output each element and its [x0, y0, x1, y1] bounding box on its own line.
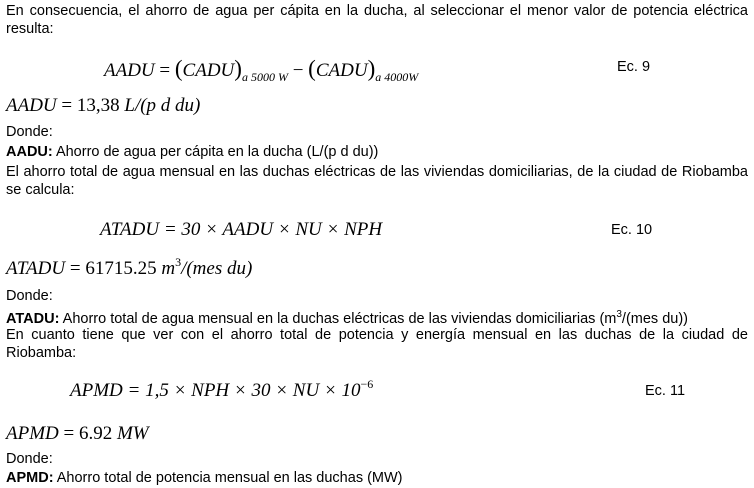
- eq9-cadu-2: CADU: [315, 60, 368, 81]
- paragraph-2: El ahorro total de agua mensual en las duchas eléctricas de las viviendas domiciliarias, de la ciudad de Riobamba se calcula:: [6, 164, 748, 198]
- definition-atadu-text-end: /(mes du)): [621, 310, 688, 327]
- equation-10: [100, 219, 382, 241]
- definition-apmd-term: APMD:: [6, 470, 54, 486]
- equation-11-number: Ec. 11: [645, 383, 686, 399]
- definition-aadu: [6, 143, 748, 161]
- eq10-rhs: = 30 × AADU × NU × NPH: [163, 219, 383, 240]
- result-10: [6, 255, 253, 280]
- eq11-lhs: APMD: [70, 380, 123, 401]
- eq10-lhs: ATADU: [100, 219, 160, 240]
- eq9-minus: −: [292, 60, 304, 81]
- definition-apmd: [6, 469, 748, 487]
- result11-var: APMD: [6, 423, 59, 444]
- definition-aadu-text: Ahorro de agua per cápita en la ducha (L/(p d du)): [52, 144, 379, 160]
- result9-value: 13,38: [76, 95, 120, 116]
- result-11: [6, 423, 149, 445]
- result10-unit: m: [161, 258, 176, 279]
- eq9-paren-close-2: ): [367, 56, 376, 81]
- definition-apmd-text: Ahorro total de potencia mensual en las duchas (MW): [53, 470, 403, 486]
- result10-unit-sup: 3: [175, 255, 182, 269]
- eq9-cadu-1: CADU: [182, 60, 235, 81]
- eq9-paren-open: (: [174, 56, 183, 81]
- result11-unit: MW: [116, 423, 149, 444]
- definition-atadu-sup: 3: [616, 309, 622, 320]
- result10-equals: =: [69, 258, 81, 279]
- result11-equals: =: [63, 423, 75, 444]
- eq9-paren-open-2: (: [308, 56, 316, 81]
- eq9-equals: =: [159, 60, 171, 81]
- definition-atadu-text: Ahorro total de agua mensual en la duchas eléctricas de las viviendas domiciliarias (m: [59, 310, 617, 327]
- result-9: [6, 95, 200, 117]
- result10-var: ATADU: [6, 258, 66, 279]
- result10-value: 61715.25: [85, 258, 157, 279]
- definition-aadu-term: AADU:: [6, 144, 53, 160]
- equation-9-number: Ec. 9: [617, 59, 651, 75]
- result10-unit-rest: /(mes du): [181, 258, 253, 279]
- intro-paragraph: En consecuencia, el ahorro de agua per cápita en la ducha, al seleccionar el menor valor de potencia eléctrica resulta:: [6, 3, 748, 37]
- equation-11: [70, 377, 374, 402]
- equation-9: [104, 56, 418, 82]
- result9-equals: =: [61, 95, 73, 116]
- eq11-exponent: −6: [360, 377, 374, 391]
- equation-10-number: Ec. 10: [611, 222, 653, 238]
- donde-label-2: Donde:: [6, 288, 53, 304]
- eq9-subscript-1: a 5000 W: [241, 70, 288, 84]
- donde-label-3: Donde:: [6, 451, 53, 467]
- donde-label-1: Donde:: [6, 124, 53, 140]
- result11-value: 6.92: [78, 423, 113, 444]
- definition-atadu-term: ATADU:: [6, 310, 60, 327]
- eq9-subscript-2: a 4000W: [375, 70, 419, 84]
- eq9-lhs: AADU: [104, 60, 155, 81]
- definition-atadu: [6, 306, 748, 328]
- result9-var: AADU: [6, 95, 57, 116]
- eq9-paren-close: ): [234, 56, 242, 81]
- paragraph-3: En cuanto tiene que ver con el ahorro total de potencia y energía mensual en las duchas de la ciudad de Riobamba:: [6, 327, 748, 361]
- result9-unit: L/(p d du): [124, 95, 201, 116]
- eq11-rhs: = 1,5 × NPH × 30 × NU × 10: [127, 380, 361, 401]
